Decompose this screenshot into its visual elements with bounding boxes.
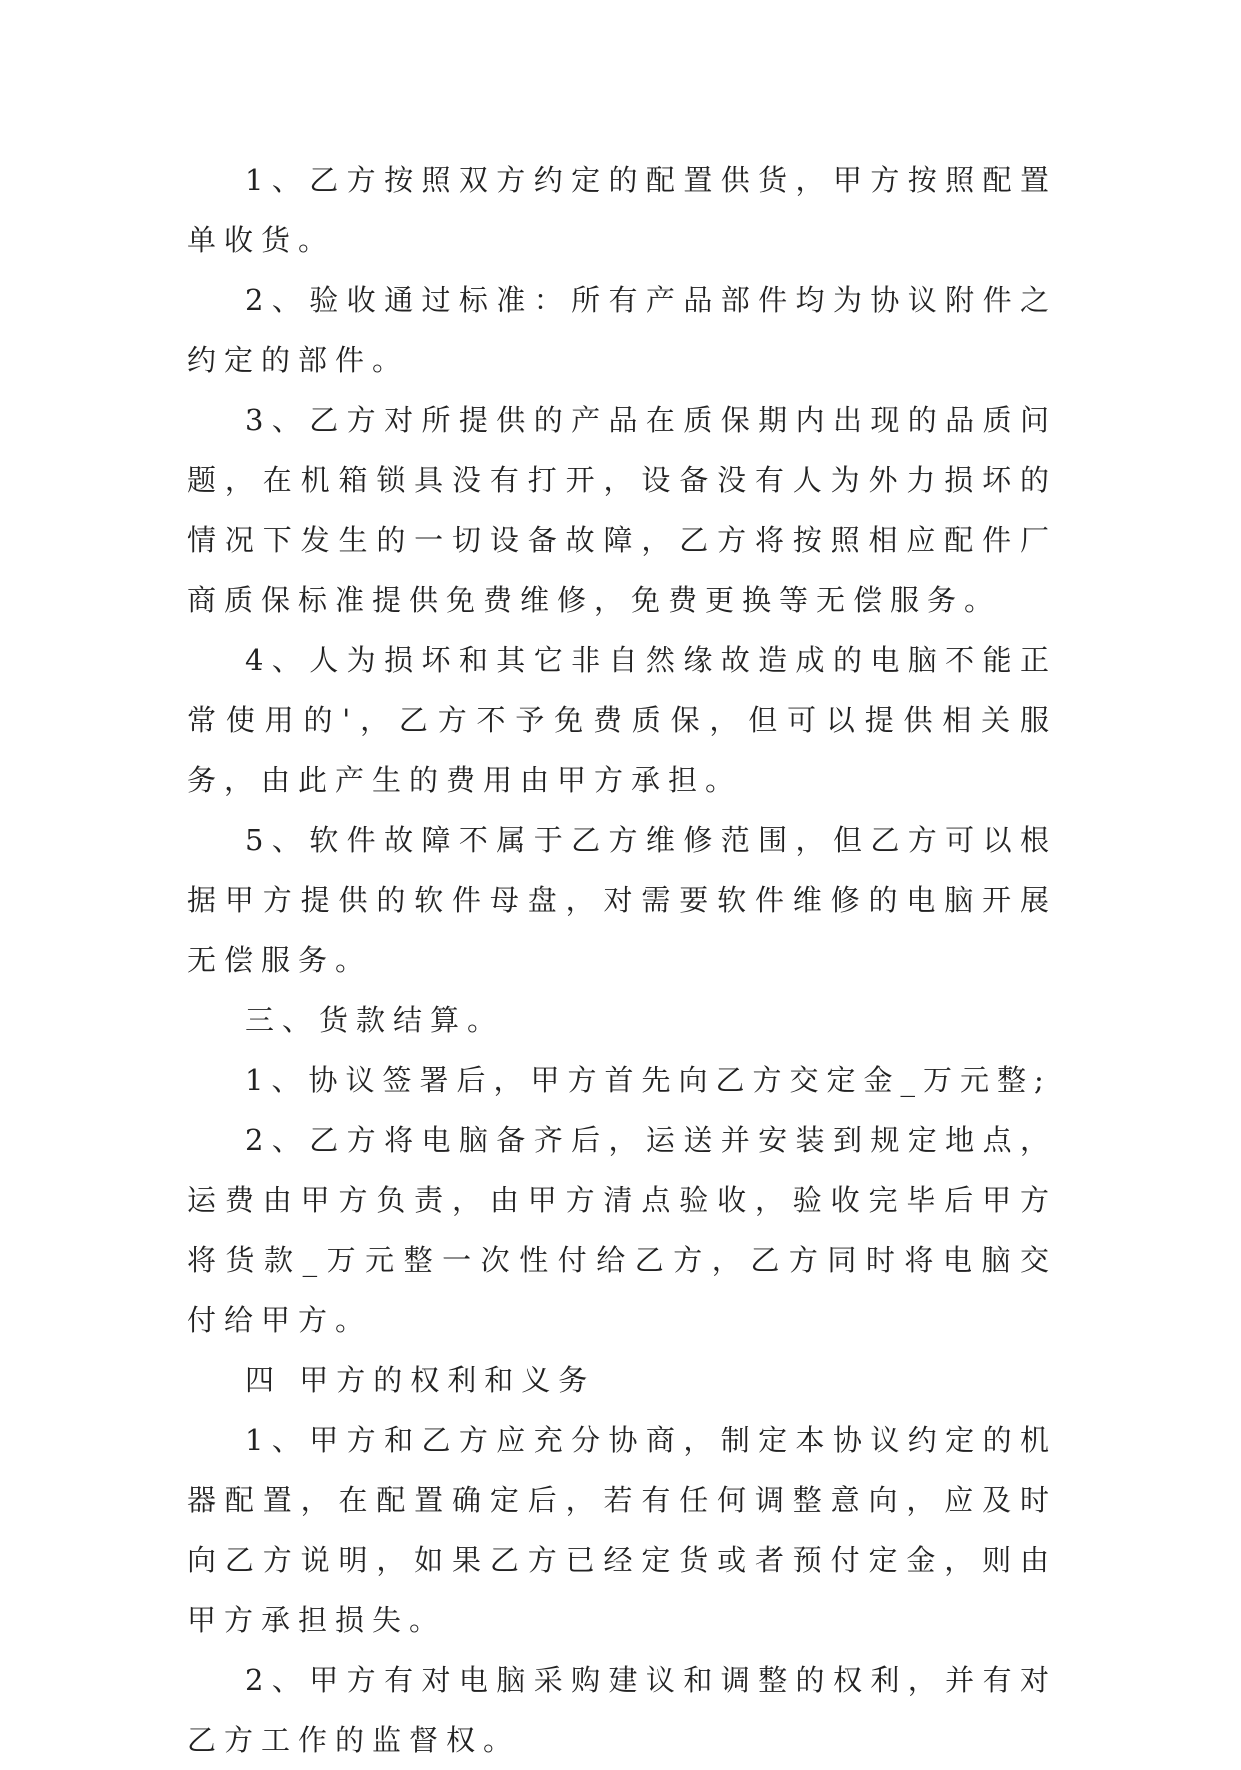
paragraph-payment-2-settlement: 2、乙方将电脑备齐后，运送并安装到规定地点，运费由甲方负责，由甲方清点验收，验收完毕后甲方将货款_万元整一次性付给乙方，乙方同时将电脑交付给甲方。 bbox=[187, 1123, 1057, 1337]
paragraph-clause-2-acceptance: 2、验收通过标准：所有产品部件均为协议附件之约定的部件。 bbox=[187, 283, 1057, 377]
section-heading-payment: 三、货款结算。 bbox=[245, 1003, 505, 1037]
paragraph-clause-4-human-damage: 4、人为损坏和其它非自然缘故造成的电脑不能正常使用的'，乙方不予免费质保，但可以提供相关服务，由此产生的费用由甲方承担。 bbox=[187, 643, 1057, 797]
paragraph-clause-5-software: 5、软件故障不属于乙方维修范围，但乙方可以根据甲方提供的软件母盘，对需要软件维修的电脑开展无偿服务。 bbox=[187, 823, 1057, 977]
paragraph-clause-1-delivery: 1、乙方按照双方约定的配置供货，甲方按照配置单收货。 bbox=[187, 163, 1057, 257]
paragraph-clause-3-warranty: 3、乙方对所提供的产品在质保期内出现的品质问题，在机箱锁具没有打开，设备没有人为外力损坏的情况下发生的一切设备故障，乙方将按照相应配件厂商质保标准提供免费维修，免费更换等无偿服务。 bbox=[187, 403, 1057, 617]
section-heading-party-a-rights: 四 甲方的权利和义务 bbox=[245, 1363, 596, 1397]
document-body bbox=[187, 150, 1057, 1770]
paragraph-rights-2-supervision: 2、甲方有对电脑采购建议和调整的权利，并有对乙方工作的监督权。 bbox=[187, 1663, 1057, 1757]
paragraph-rights-1-configuration: 1、甲方和乙方应充分协商，制定本协议约定的机器配置，在配置确定后，若有任何调整意向，应及时向乙方说明，如果乙方已经定货或者预付定金，则由甲方承担损失。 bbox=[187, 1423, 1057, 1637]
paragraph-payment-1-deposit: 1、协议签署后，甲方首先向乙方交定金_万元整; bbox=[245, 1063, 1052, 1097]
